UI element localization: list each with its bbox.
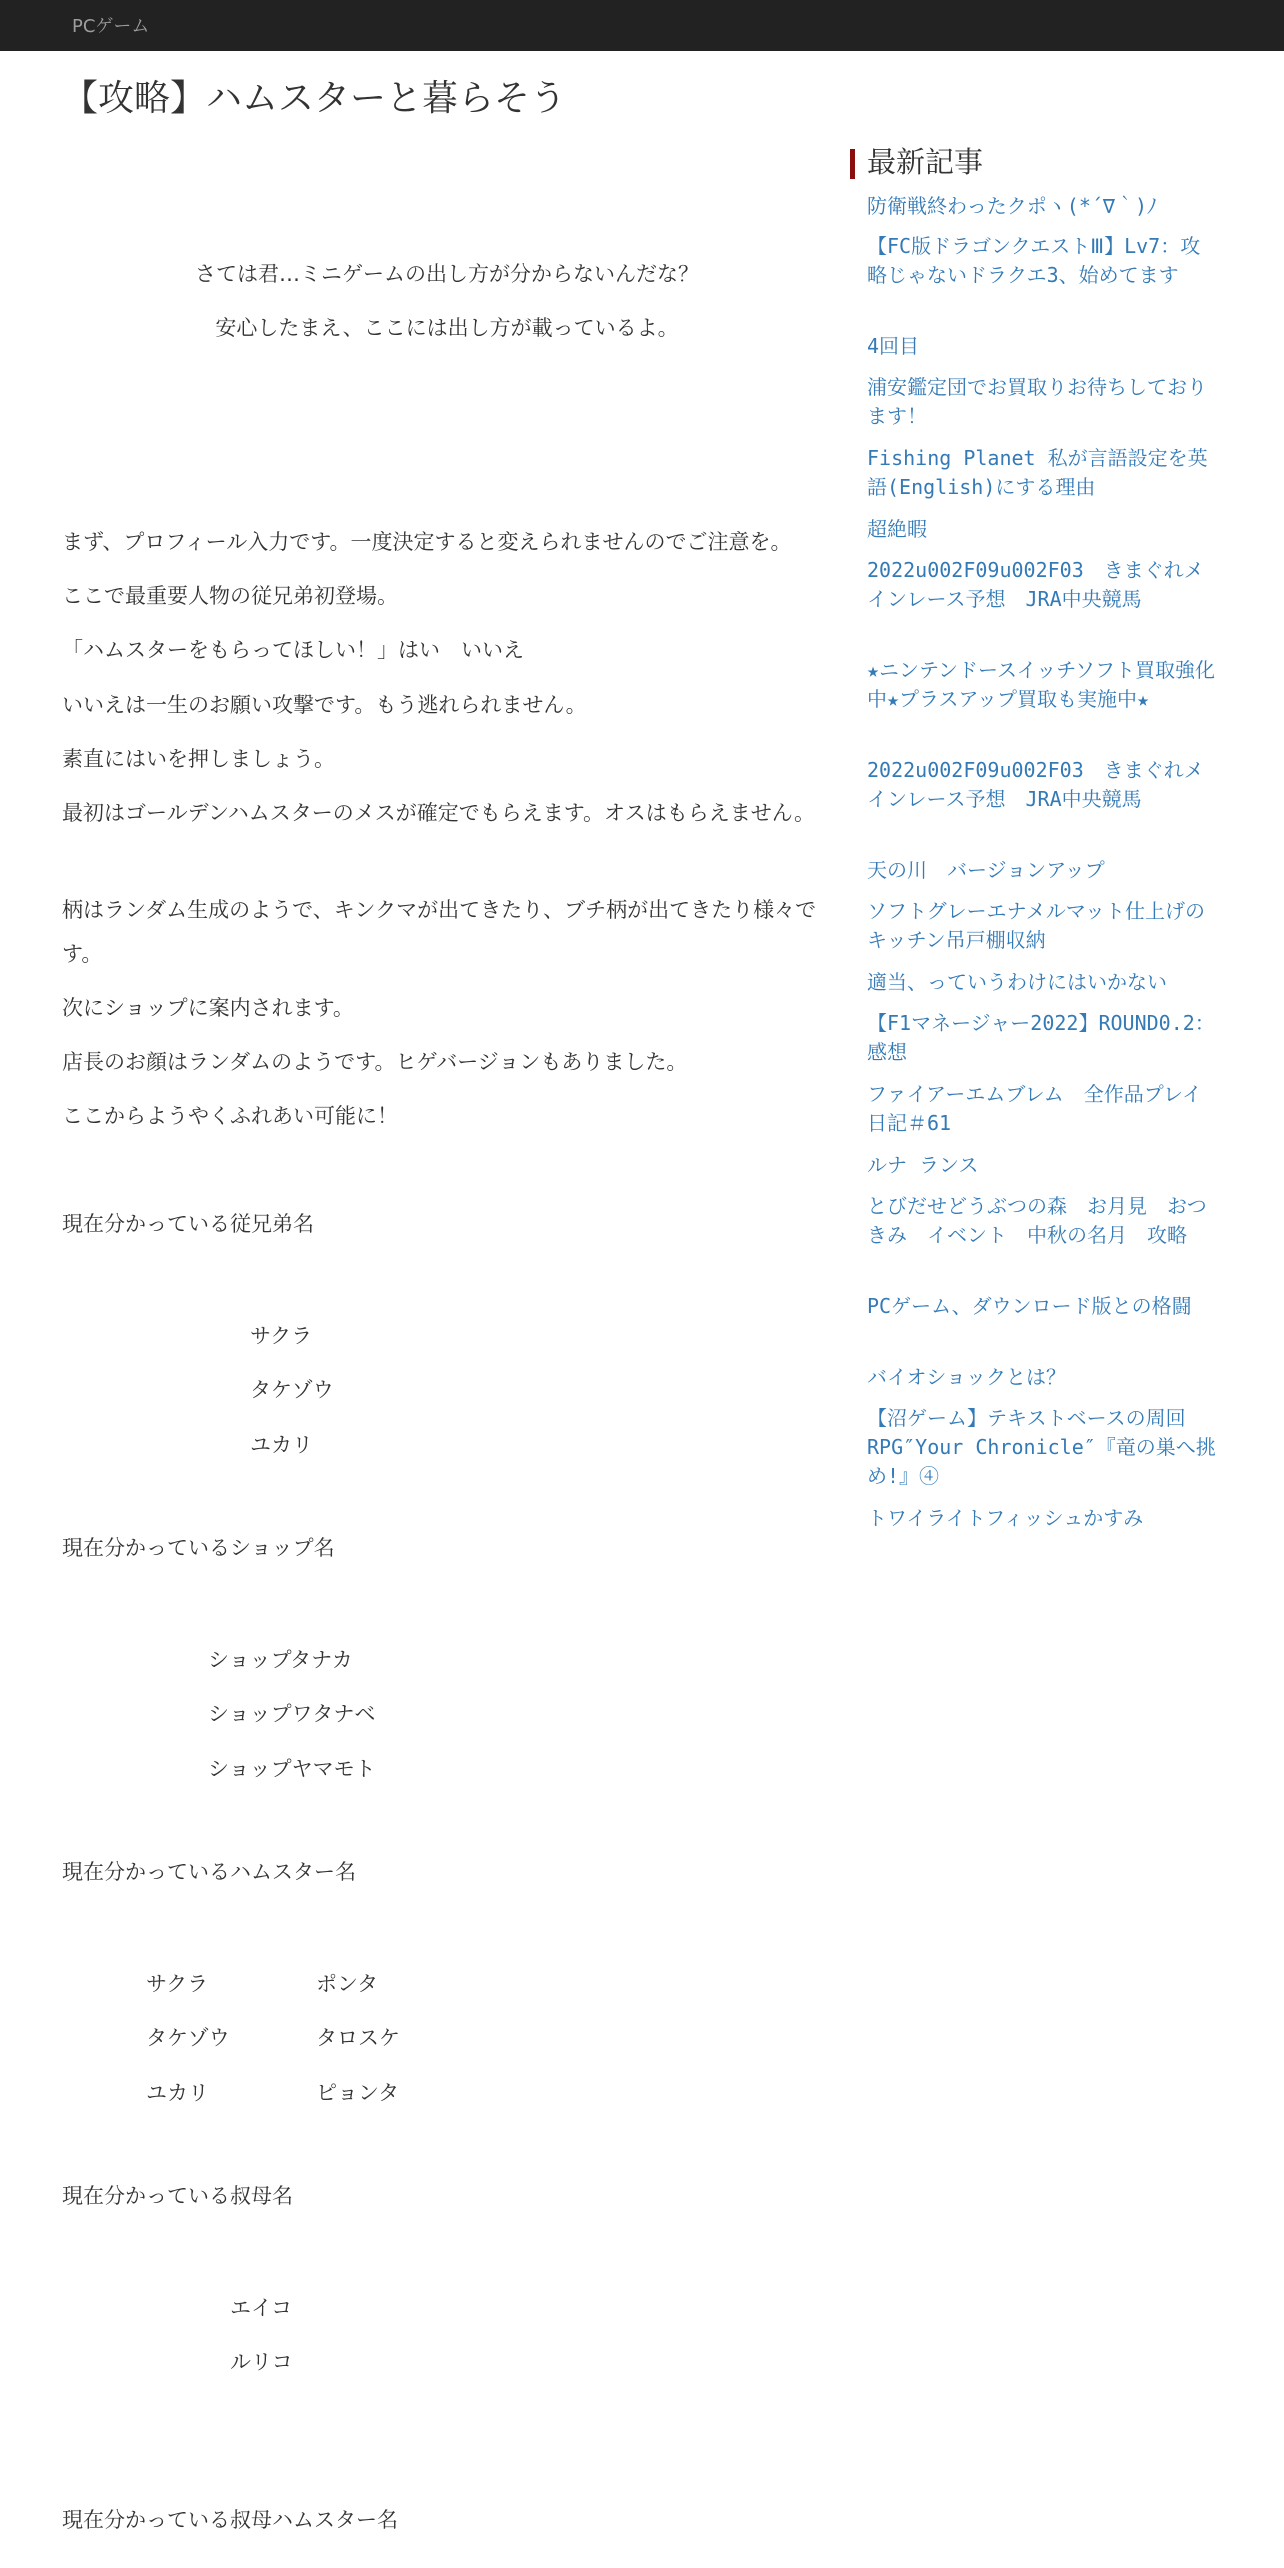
aunt-name: エイコ [230, 2296, 293, 2320]
recent-post-link[interactable]: とびだせどうぶつの森 お月見 おつきみ イベント 中秋の名月 攻略 [867, 1194, 1207, 1247]
recent-post-link[interactable]: バイオショックとは？ [867, 1365, 1066, 1389]
shop-name: ショップワタナベ [208, 1702, 376, 1726]
paragraph: 最初はゴールデンハムスターのメスが確定でもらえます。オスはもらえません。 [62, 801, 816, 825]
recent-post-link[interactable]: 【沼ゲーム】テキストベースの周回RPG″Your Chronicle″『竜の巣へ挑め!』④ [867, 1406, 1216, 1488]
hamster-name: ユカリ [146, 2081, 209, 2105]
cousin-name: サクラ [250, 1324, 313, 1348]
recent-post-link[interactable]: 2022u002F09u002F03 きまぐれメインレース予想 JRA中央競馬 [867, 758, 1204, 811]
paragraph: 素直にはいを押しましょう。 [62, 747, 335, 771]
recent-post-link[interactable]: ソフトグレーエナメルマット仕上げのキッチン吊戸棚収納 [867, 899, 1205, 952]
recent-post-link[interactable]: 2022u002F09u002F03 きまぐれメインレース予想 JRA中央競馬 [867, 558, 1204, 611]
recent-post-link[interactable]: Fishing Planet 私が言語設定を英語(English)にする理由 [867, 446, 1208, 499]
section-heading-cousins: 現在分かっている従兄弟名 [62, 1212, 314, 1236]
recent-post-link[interactable]: 適当、っていうわけにはいかない [867, 970, 1167, 994]
recent-post-link[interactable]: 防衛戦終わったクポヽ(*´∇｀)ﾉ [867, 194, 1158, 218]
recent-post-link[interactable]: ルナ ランス [867, 1153, 979, 1177]
sidebar-title: 最新記事 [867, 145, 984, 179]
top-navbar [0, 0, 1284, 51]
navbar-brand-link[interactable]: PCゲーム [72, 16, 150, 37]
hamster-name: ピョンタ [316, 2081, 400, 2105]
shop-name: ショップヤマモト [208, 1757, 376, 1781]
section-heading-aunt-hamsters: 現在分かっている叔母ハムスター名 [62, 2508, 398, 2532]
recent-post-link[interactable]: 超絶暇 [867, 517, 927, 541]
recent-post-link[interactable]: トワイライトフィッシュかすみ [867, 1506, 1144, 1530]
cousin-name: タケゾウ [250, 1378, 334, 1402]
hamster-name: タケゾウ [146, 2026, 230, 2050]
paragraph: まず、プロフィール入力です。一度決定すると変えられませんのでご注意を。 [62, 530, 792, 554]
paragraph: ここで最重要人物の従兄弟初登場。 [62, 584, 398, 608]
recent-post-link[interactable]: 【F1マネージャー2022】ROUND0.2：感想 [867, 1011, 1215, 1064]
hamster-name: ポンタ [316, 1972, 379, 1996]
paragraph: 次にショップに案内されます。 [62, 996, 354, 1020]
heading-accent-bar [850, 149, 855, 179]
recent-post-link[interactable]: 天の川 バージョンアップ [867, 858, 1105, 882]
recent-post-link[interactable]: 【FC版ドラゴンクエストⅢ】Lv7：攻略じゃないドラクエ3、始めてます [867, 234, 1201, 287]
recent-post-link[interactable]: 4回目 [867, 334, 920, 358]
recent-post-link[interactable]: ★ニンテンドースイッチソフト買取強化中★プラスアップ買取も実施中★ [867, 658, 1216, 711]
paragraph: 柄はランダム生成のようで、キンクマが出てきたり、ブチ柄が出てきたり様々です。 [62, 898, 817, 966]
paragraph: 「ハムスターをもらってほしい！」はい いいえ [62, 638, 524, 662]
recent-post-link[interactable]: 浦安鑑定団でお買取りお待ちしております！ [867, 375, 1207, 428]
section-heading-hamsters: 現在分かっているハムスター名 [62, 1860, 356, 1884]
paragraph: ここからようやくふれあい可能に！ [62, 1104, 398, 1128]
paragraph: 店長のお顔はランダムのようです。ヒゲバージョンもありました。 [62, 1050, 688, 1074]
intro-line: さては君…ミニゲームの出し方が分からないんだな？ [195, 262, 699, 286]
intro-line: 安心したまえ、ここには出し方が載っているよ。 [215, 316, 679, 340]
aunt-name: ルリコ [230, 2350, 293, 2374]
section-heading-shops: 現在分かっているショップ名 [62, 1536, 335, 1560]
paragraph: いいえは一生のお願い攻撃です。もう逃れられません。 [62, 693, 587, 717]
recent-post-link[interactable]: ファイアーエムブレム 全作品プレイ日記＃61 [867, 1082, 1202, 1135]
hamster-name: サクラ [146, 1972, 209, 1996]
cousin-name: ユカリ [250, 1433, 313, 1457]
page-title: 【攻略】ハムスターと暮らそう [62, 78, 567, 119]
hamster-name: タロスケ [316, 2026, 400, 2050]
recent-post-link[interactable]: PCゲーム、ダウンロード版との格闘 [867, 1294, 1192, 1318]
shop-name: ショップタナカ [208, 1648, 353, 1672]
section-heading-aunts: 現在分かっている叔母名 [62, 2184, 293, 2208]
